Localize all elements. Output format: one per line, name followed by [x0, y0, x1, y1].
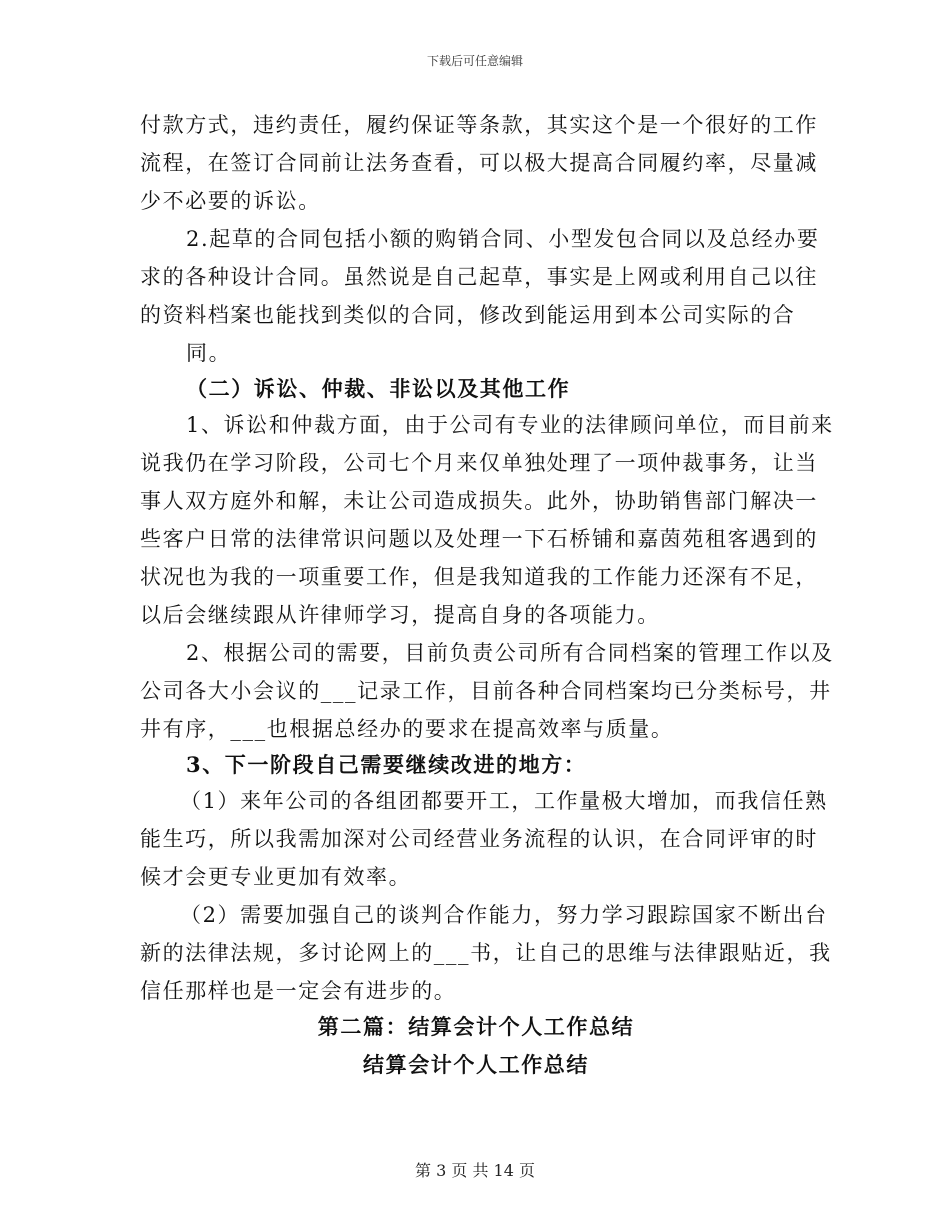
document-title: 结算会计个人工作总结 — [363, 1052, 589, 1077]
paragraph-line: 些客户日常的法律常识问题以及处理一下石桥铺和嘉茵苑租客遇到的 — [140, 527, 818, 551]
paragraph-line: 流程，在签订合同前让法务查看，可以极大提高合同履约率，尽量减 — [140, 151, 818, 175]
page-header-note: 下载后可任意编辑 — [426, 54, 523, 68]
paragraph-line: 能生巧，所以我需加深对公司经营业务流程的认识，在合同评审的时 — [140, 827, 818, 851]
section-heading: 3、下一阶段自己需要继续改进的地方： — [186, 752, 587, 777]
paragraph-line: 求的各种设计合同。虽然说是自己起草，事实是上网或利用自己以往 — [140, 265, 818, 289]
paragraph-line: 信任那样也是一定会有进步的。 — [140, 979, 457, 1003]
paragraph-line: 少不必要的诉讼。 — [140, 189, 321, 213]
paragraph-line: 2.起草的合同包括小额的购销合同、小型发包合同以及总经办要 — [186, 227, 820, 251]
paragraph-line: 1、诉讼和仲裁方面，由于公司有专业的法律顾问单位，而目前来 — [186, 413, 834, 437]
paragraph-line: 以后会继续跟从许律师学习，提高自身的各项能力。 — [140, 603, 660, 627]
chapter-title: 第二篇：结算会计个人工作总结 — [317, 1014, 635, 1039]
paragraph-line: 井有序，___也根据总经办的要求在提高效率与质量。 — [140, 717, 674, 741]
paragraph-line: 2、根据公司的需要，目前负责公司所有合同档案的管理工作以及 — [186, 641, 834, 665]
paragraph-line: （2）需要加强自己的谈判合作能力，努力学习跟踪国家不断出台 — [180, 903, 828, 927]
paragraph-line: 状况也为我的一项重要工作，但是我知道我的工作能力还深有不足， — [140, 565, 818, 589]
paragraph-line: 付款方式，违约责任，履约保证等条款，其实这个是一个很好的工作 — [140, 113, 818, 137]
paragraph-line: 候才会更专业更加有效率。 — [140, 865, 412, 889]
paragraph-line: 同。 — [186, 341, 232, 365]
paragraph-line: （1）来年公司的各组团都要开工，工作量极大增加，而我信任熟 — [180, 789, 828, 813]
paragraph-line: 新的法律法规，多讨论网上的___书，让自己的思维与法律跟贴近，我 — [140, 941, 832, 965]
page-number: 第 3 页 共 14 页 — [415, 1161, 535, 1180]
paragraph-line: 的资料档案也能找到类似的合同，修改到能运用到本公司实际的合 — [140, 303, 796, 327]
paragraph-line: 公司各大小会议的___记录工作，目前各种合同档案均已分类标号，井 — [140, 679, 832, 703]
paragraph-line: 事人双方庭外和解，未让公司造成损失。此外，协助销售部门解决一 — [140, 489, 818, 513]
paragraph-line: 说我仍在学习阶段，公司七个月来仅单独处理了一项仲裁事务，让当 — [140, 451, 818, 475]
section-heading: （二）诉讼、仲裁、非讼以及其他工作 — [186, 376, 571, 401]
